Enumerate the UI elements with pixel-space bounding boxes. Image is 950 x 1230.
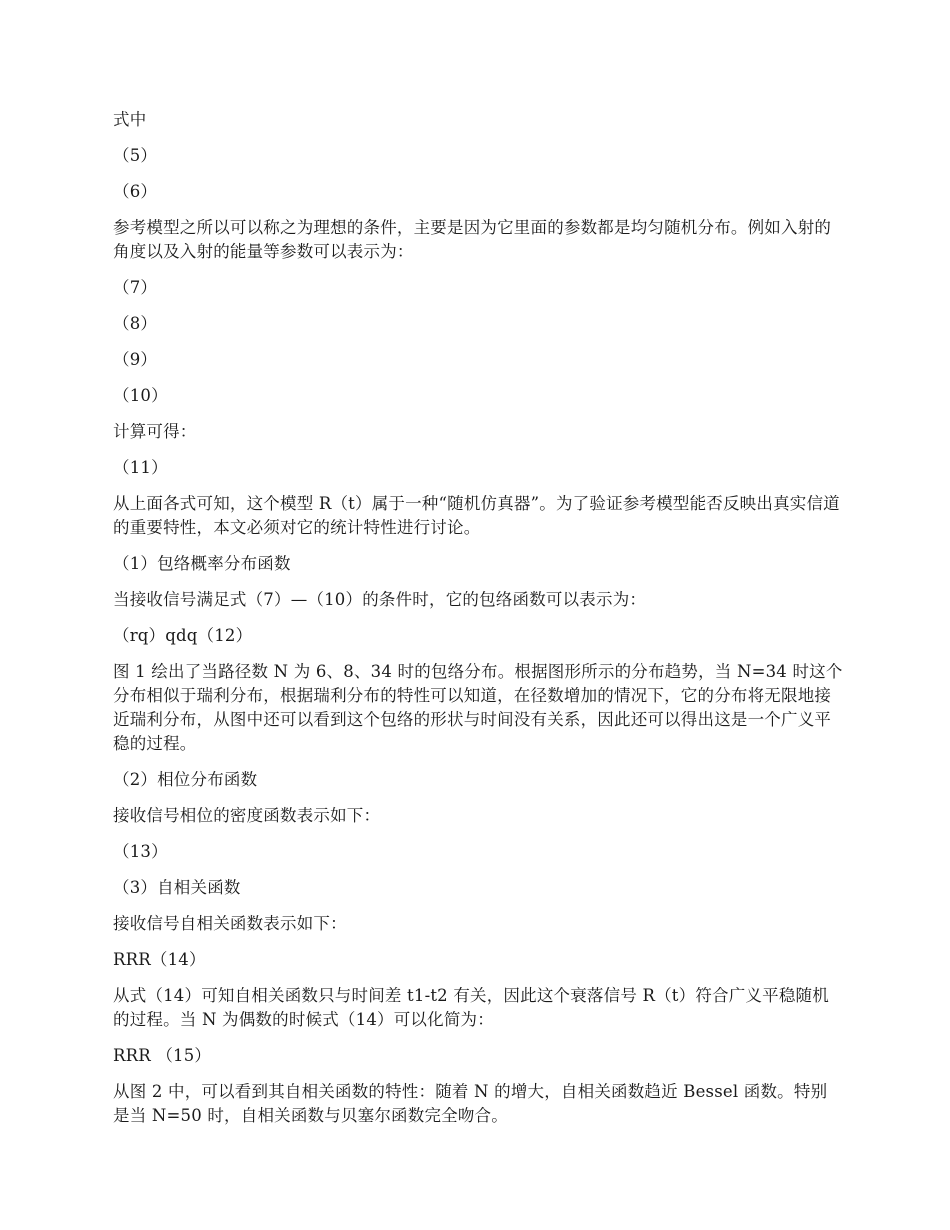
equation-label-8: （8） — [113, 314, 158, 333]
document-page — [113, 108, 843, 1140]
paragraph-calculation: 计算可得： — [113, 422, 197, 441]
paragraph-autocorrelation: 接收信号自相关函数表示如下： — [113, 914, 347, 933]
paragraph-stationary: 从式（14）可知自相关函数只与时间差 t1-t2 有关，因此这个衰落信号 R（t）符合广义平稳随机的过程。当 N 为偶数的时候式（14）可以化简为： — [113, 986, 829, 1029]
section-heading-envelope: （1）包络概率分布函数 — [113, 554, 291, 573]
paragraph-shizhong: 式中 — [113, 110, 147, 129]
paragraph-reference-model: 参考模型之所以可以称之为理想的条件，主要是因为它里面的参数都是均匀随机分布。例如入射的角度以及入射的能量等参数可以表示为： — [113, 218, 832, 261]
paragraph-figure-2: 从图 2 中，可以看到其自相关函数的特性：随着 N 的增大，自相关函数趋近 Bessel 函数。特别是当 N=50 时，自相关函数与贝塞尔函数完全吻合。 — [113, 1082, 828, 1125]
paragraph-envelope-condition: 当接收信号满足式（7）—（10）的条件时，它的包络函数可以表示为： — [113, 590, 647, 609]
equation-label-12: （rq）qdq（12） — [113, 626, 253, 645]
section-heading-phase: （2）相位分布函数 — [113, 770, 258, 789]
paragraph-phase-density: 接收信号相位的密度函数表示如下： — [113, 806, 381, 825]
paragraph-random-simulator: 从上面各式可知，这个模型 R（t）属于一种“随机仿真器”。为了验证参考模型能否反映出真实信道的重要特性，本文必须对它的统计特性进行讨论。 — [113, 494, 840, 537]
equation-label-7: （7） — [113, 278, 158, 297]
equation-label-11: （11） — [113, 458, 168, 477]
equation-label-9: （9） — [113, 350, 158, 369]
equation-label-13: （13） — [113, 842, 168, 861]
equation-label-6: （6） — [113, 182, 158, 201]
equation-label-15: RRR （15） — [113, 1046, 212, 1065]
paragraph-figure-1: 图 1 绘出了当路径数 N 为 6、8、34 时的包络分布。根据图形所示的分布趋势，当 N=34 时这个分布相似于瑞利分布，根据瑞利分布的特性可以知道，在径数增加的情况下，它的分布将无限地接近瑞利分布，从图中还可以看到这个包络的形状与时间没有关系，因此还可以得出这是一个广义平稳的过程。 — [113, 662, 843, 753]
equation-label-14: RRR（14） — [113, 950, 206, 969]
equation-label-5: （5） — [113, 146, 158, 165]
equation-label-10: （10） — [113, 386, 168, 405]
section-heading-autocorrelation: （3）自相关函数 — [113, 878, 241, 897]
